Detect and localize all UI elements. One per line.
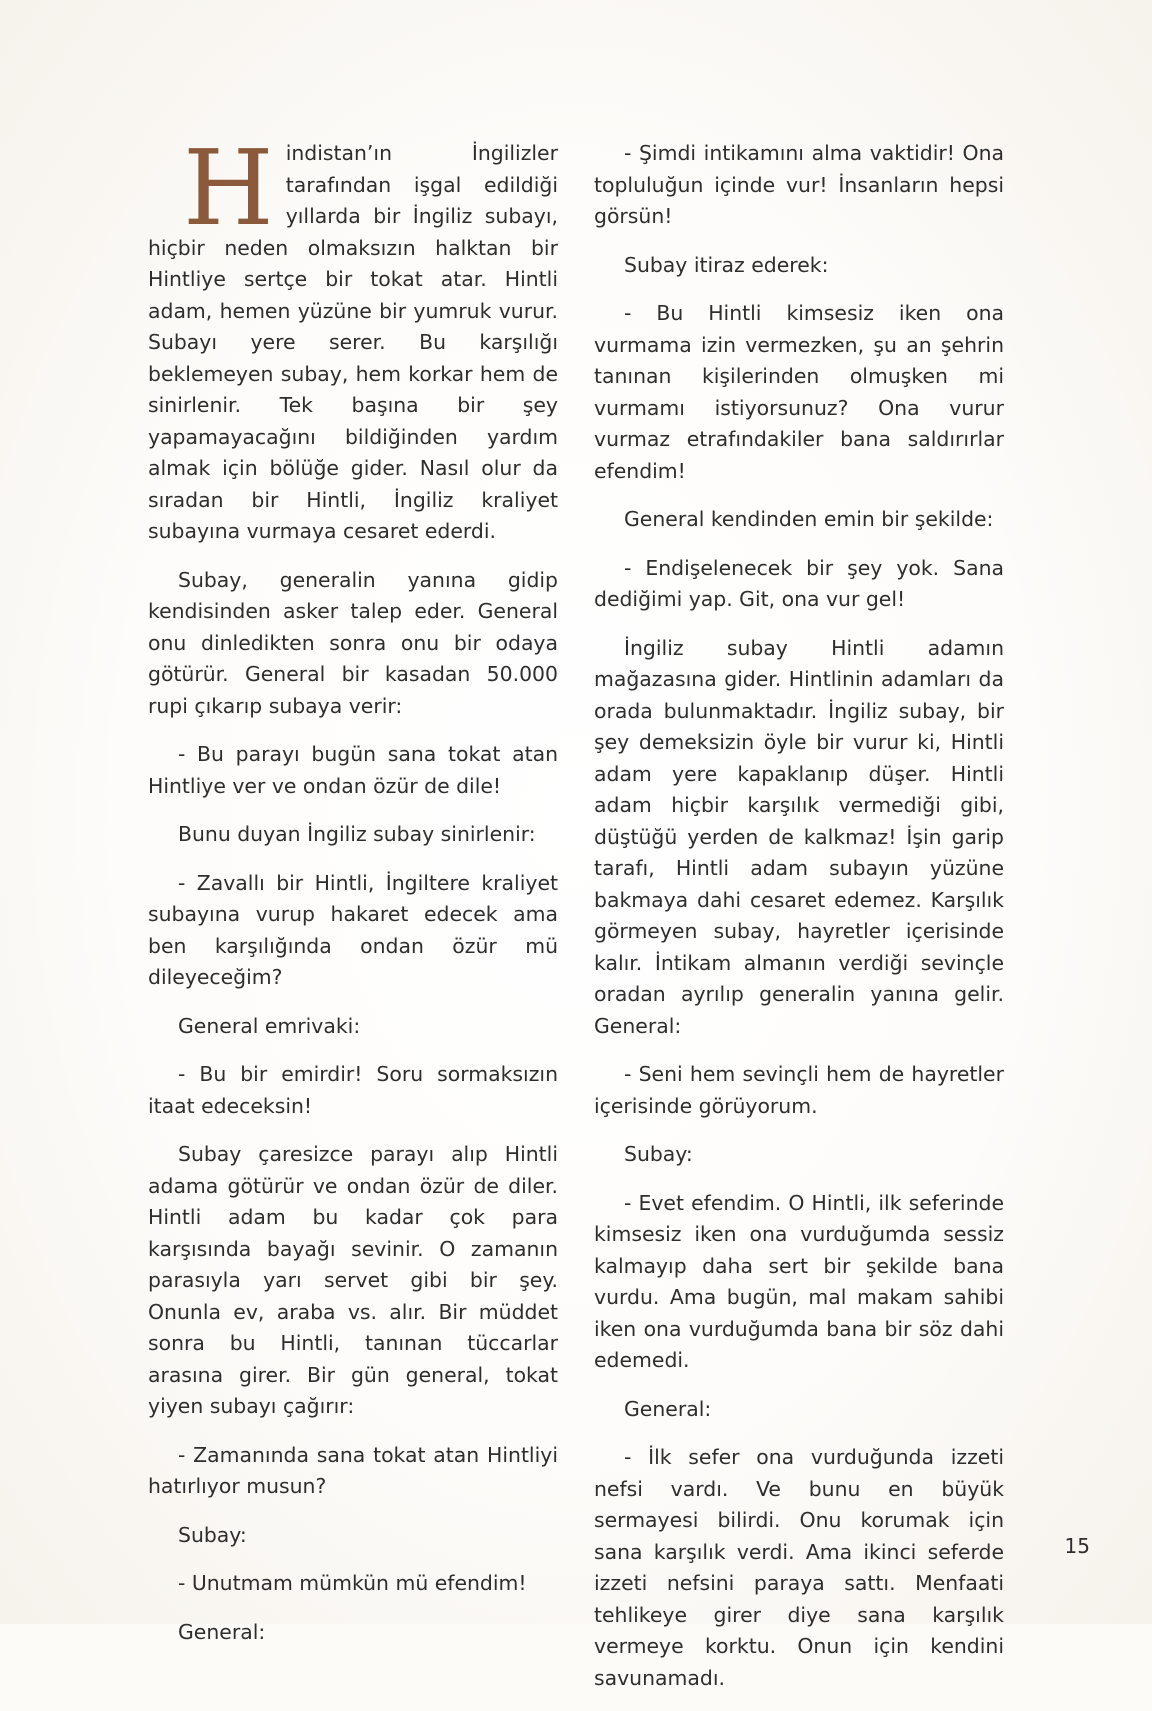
paragraph: Bunu duyan İngiliz subay sinirlenir: xyxy=(178,822,536,846)
paragraph: Subay çaresizce parayı alıp Hintli adama götürür ve ondan özür de diler. Hintli adam bu kadar çok para karşısında bayağı sevinir. O zamanın parasıyla yarı servet gibi bir şey. Onunla ev, araba vs. alır. Bir müddet sonra bu Hintli, tanınan tüccarlar arasına girer. Bir gün general, tokat yiyen subayı çağırır: xyxy=(148,1142,558,1418)
paragraph: - Evet efendim. O Hintli, ilk seferinde kimsesiz iken ona vurduğumda sessiz kalmayıp daha sert bir şekilde bana vurdu. Ama bugün, mal makam sahibi iken ona vurduğumda bana bir söz dahi edemedi. xyxy=(594,1190,1004,1372)
paragraph: - Bu parayı bugün sana tokat atan Hintliye ver ve ondan özür de dile! xyxy=(148,742,558,798)
paragraph: - Zamanında sana tokat atan Hintliyi hatırlıyor musun? xyxy=(148,1442,558,1498)
paragraph: - İlk sefer ona vurduğunda izzeti nefsi vardı. Ve bunu en büyük sermayesi bilirdi. Onu korumak için sana karşılık verdi. Ama ikinci seferde izzeti nefsini paraya sattı. Menfaati tehlikeye girer diye sana karşılık vermeye korktu. Onun için kendini savunamadı. xyxy=(594,1445,1004,1690)
right-column xyxy=(594,138,1004,1711)
paragraph: General kendinden emin bir şekilde: xyxy=(624,507,994,531)
paragraph: - Bu bir emirdir! Soru sormaksızın itaat edeceksin! xyxy=(148,1062,558,1118)
paragraph: Subay: xyxy=(624,1142,693,1166)
paragraph: General: xyxy=(178,1619,266,1644)
paragraph: - Şimdi intikamını alma vaktidir! Ona topluluğun içinde vur! İnsanların hepsi görsün! xyxy=(594,141,1004,228)
drop-cap: H xyxy=(183,127,274,249)
paragraph: General: xyxy=(624,1396,712,1421)
opening-paragraph xyxy=(148,127,558,548)
paragraph: - Zavallı bir Hintli, İngiltere kraliyet subayına vurup hakaret edecek ama ben karşılığında ondan özür mü dileyeceğim? xyxy=(148,870,558,989)
paragraph: Subay itiraz ederek: xyxy=(624,252,829,277)
paragraph: Subay, generalin yanına gidip kendisinden asker talep eder. General onu dinledikten sonra onu bir odaya götürür. General bir kasadan 50.000 rupi çıkarıp subaya verir: xyxy=(148,567,558,718)
paragraph: İngiliz subay Hintli adamın mağazasına gider. Hintlinin adamları da orada bulunmaktadır. İngiliz subay, bir şey demeksizin öyle bir vurur ki, Hintli adam yere kapaklanıp düşer. Hintli adam hiçbir karşılık vermediği gibi, düştüğü yerden de kalkmaz! İşin garip tarafı, Hintli adam subayın yüzüne bakmaya dahi cesaret edemez. Karşılık görmeyen subay, hayretler içerisinde kalır. İntikam almanın verdiği sevinçle oradan ayrılıp generalin yanına gelir. General: xyxy=(594,635,1004,1038)
page-number: 15 xyxy=(1064,1534,1090,1558)
paragraph: - Seni hem sevinçli hem de hayretler içerisinde görüyorum. xyxy=(594,1062,1004,1118)
opening-text: indistan’ın İngilizler tarafından işgal edildiği yıllarda bir İngiliz subayı, hiçbir neden olmaksızın halktan bir Hintliye sertçe bir tokat atar. Hintli adam, hemen yüzüne bir yumruk vurur. Subayı yere serer. Bu karşılığı beklemeyen subay, hem korkar hem de sinirlenir. Tek başına bir şey yapamayacağını bildiğinden yardım almak için bölüğe gider. Nasıl olur da sıradan bir Hintli, İngiliz kraliyet subayına vurmaya cesaret ederdi. xyxy=(148,141,558,543)
paragraph: - Endişelenecek bir şey yok. Sana dediğimi yap. Git, ona vur gel! xyxy=(594,555,1004,611)
paragraph: Subay: xyxy=(178,1522,247,1547)
paragraph: - Bu Hintli kimsesiz iken ona vurmama izin vermezken, şu an şehrin tanınan kişilerinden olmuşken mi vurmamı istiyorsunuz? Ona vurur vurmaz etrafındakiler bana saldırırlar efendim! xyxy=(594,301,1004,483)
left-column xyxy=(148,127,558,1665)
paragraph: - Unutmam mümkün mü efendim! xyxy=(178,1571,527,1595)
paragraph: General emrivaki: xyxy=(178,1013,361,1038)
